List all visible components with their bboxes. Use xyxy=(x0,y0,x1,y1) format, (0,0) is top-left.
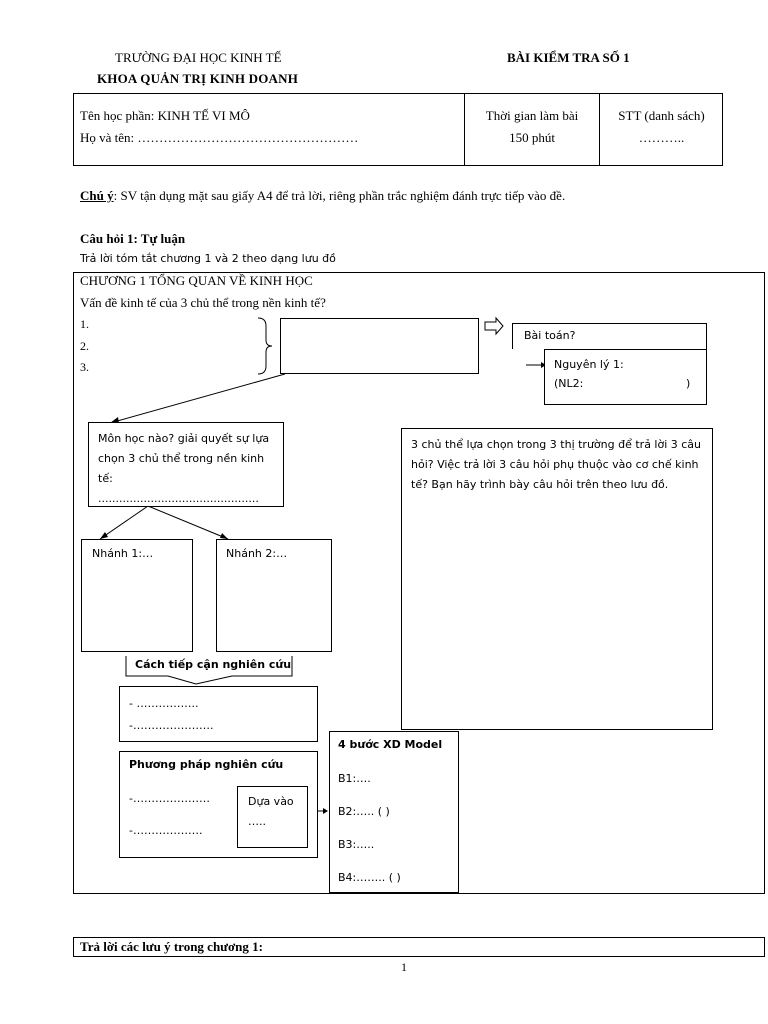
answer-box[interactable] xyxy=(280,318,479,374)
model-title: 4 bước XD Model xyxy=(338,738,443,751)
list-item: -…………………. xyxy=(129,719,214,732)
model-step: B2:….. ( ) xyxy=(338,805,390,818)
three-subjects-text: 3 chủ thể lựa chọn trong 3 thị trường để trả lời 3 câu hỏi? Việc trả lời 3 câu hỏi phụ thuộc vào cơ chế kinh tế? Bạn hãy trình bày câu hỏi trên theo lưu đồ. xyxy=(411,438,702,491)
model-step: B3:….. xyxy=(338,838,375,851)
name-field[interactable]: Họ và tên: …………………………………………… xyxy=(80,130,359,145)
time-label: Thời gian làm bài xyxy=(485,108,579,123)
model-step: B4:…….. ( ) xyxy=(338,871,401,884)
school-name: TRƯỜNG ĐẠI HỌC KINH TẾ xyxy=(115,50,282,65)
page-number: 1 xyxy=(401,960,407,974)
model-step: B1:…. xyxy=(338,772,371,785)
stt-value[interactable]: ……….. xyxy=(638,130,685,145)
list-item: -………………. xyxy=(129,824,203,837)
bai-toan-label: Bài toán? xyxy=(524,329,576,342)
list-item: 1. xyxy=(80,317,89,331)
based-on-dots: ….. xyxy=(248,815,266,828)
brace-icon xyxy=(258,318,272,374)
nguyen-ly-1-label: Nguyên lý 1: xyxy=(554,358,624,371)
arrow-right-icon xyxy=(485,318,503,334)
branch-1-box xyxy=(81,539,193,652)
approach-box xyxy=(119,686,318,742)
method-title: Phương pháp nghiên cứu xyxy=(129,758,284,771)
nl2-label: (NL2: ) xyxy=(554,377,691,390)
branch-2-label: Nhánh 2:… xyxy=(226,547,288,560)
nguyen-ly-box xyxy=(544,349,707,405)
faculty-name: KHOA QUẢN TRỊ KINH DOANH xyxy=(97,71,299,86)
time-value: 150 phút xyxy=(509,130,555,145)
bai-toan-box xyxy=(512,323,707,349)
based-on-label: Dựa vào xyxy=(248,795,294,808)
branch-1-label: Nhánh 1:… xyxy=(92,547,154,560)
list-item: 2. xyxy=(80,339,89,353)
answer-notes-label: Trả lời các lưu ý trong chương 1: xyxy=(80,939,263,954)
approach-label: Cách tiếp cận nghiên cứu xyxy=(135,658,292,671)
answer-notes-bar xyxy=(73,937,765,957)
question1-subtitle: Trả lời tóm tắt chương 1 và 2 theo dạng lưu đồ xyxy=(80,252,336,265)
stt-label: STT (danh sách) xyxy=(618,108,705,123)
list-item: - …………….. xyxy=(129,697,199,710)
mon-hoc-text: Môn học nào? giải quyết sự lựa chọn 3 chủ thể trong nền kinh tế: .............................................. xyxy=(98,432,270,505)
note-text: : SV tận dụng mặt sau giấy A4 để trả lời, riêng phần trắc nghiệm đánh trực tiếp vào đề. xyxy=(113,188,566,203)
branch-2-box xyxy=(216,539,332,652)
arrow-head-icon xyxy=(100,532,108,539)
course-label: Tên học phần: KINH TẾ VI MÔ xyxy=(80,108,250,123)
mon-hoc-box xyxy=(88,422,284,507)
three-subjects-box xyxy=(401,428,713,730)
list-item: 3. xyxy=(80,360,89,374)
question1-title: Câu hỏi 1: Tự luận xyxy=(80,231,186,246)
chapter-question: Vấn đề kinh tế của 3 chủ thể trong nền kinh tế? xyxy=(80,295,326,310)
note-label: Chú ý xyxy=(80,188,114,203)
exam-title: BÀI KIỂM TRA SỐ 1 xyxy=(507,50,630,65)
model-box xyxy=(329,731,459,893)
based-on-box xyxy=(237,786,308,848)
list-item: -………………… xyxy=(129,792,210,805)
chapter-title: CHƯƠNG 1 TỔNG QUAN VỀ KINH HỌC xyxy=(80,273,313,288)
arrow-head-icon xyxy=(323,808,328,814)
